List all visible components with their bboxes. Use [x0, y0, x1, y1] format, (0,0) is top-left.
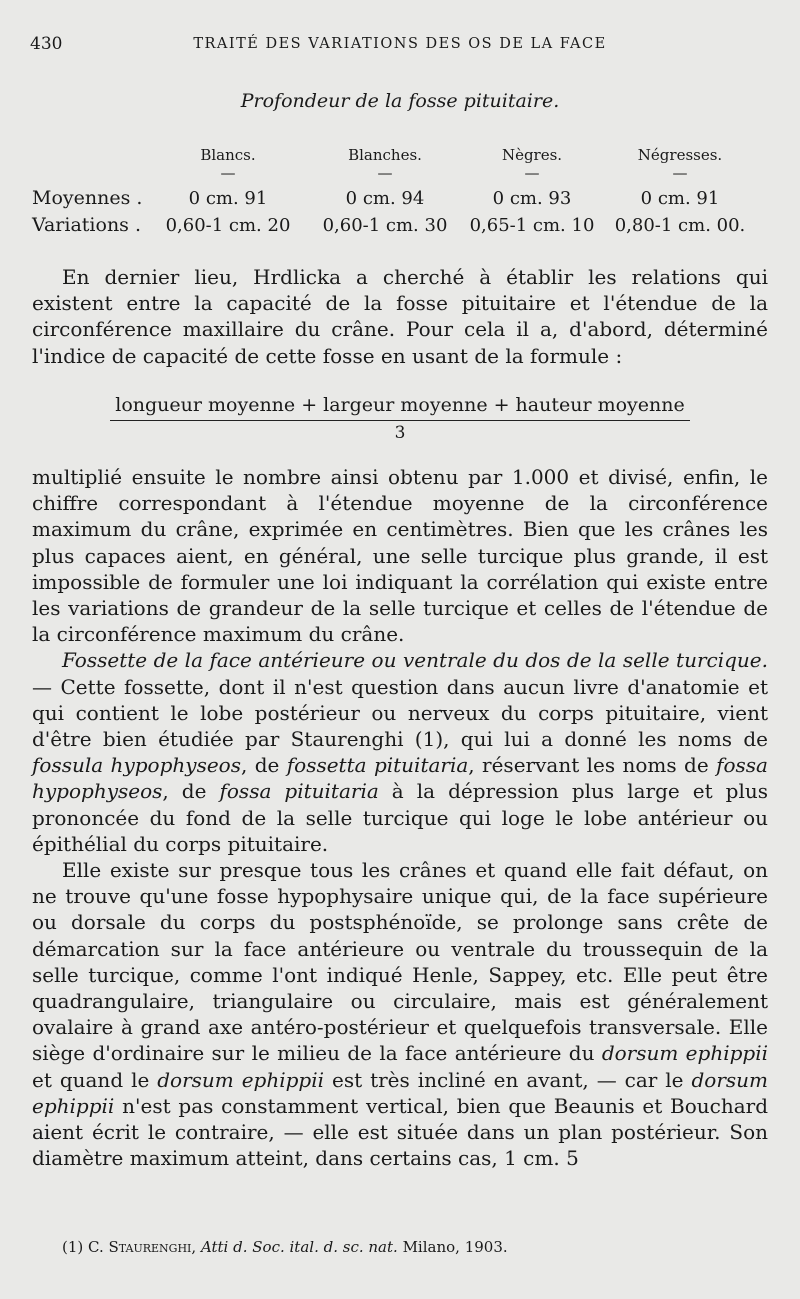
formula-denominator: 3 [394, 423, 406, 443]
table-title: Profondeur de la fosse pituitaire. [240, 90, 560, 112]
formula [110, 394, 690, 443]
table-cell: 0,65-1 cm. 10 [469, 215, 595, 236]
text-span: , réservant les noms de [468, 753, 717, 778]
footnote-journal: Atti d. Soc. ital. d. sc. nat. [200, 1238, 398, 1256]
paragraph-intro [32, 264, 768, 369]
text-span: et quand le [32, 1067, 158, 1092]
table-cell: 0 cm. 91 [640, 188, 720, 209]
text-span: , [191, 1238, 201, 1256]
row-label-moyennes: Moyennes . [32, 187, 143, 209]
latin-term: fossula hypophyseos [32, 753, 241, 778]
paragraph-text: En dernier lieu, Hrdlicka a cherché à établir les relations qui existent entre la capacité de la fosse pituitaire et l'étendue de la circonférence maxillaire du crâne. Pour cela il a, d'abord, déterminé l'indice de capacité de cette fosse en usant de la formule : [32, 265, 768, 368]
table-cell: 0,80-1 cm. 00. [614, 215, 746, 236]
text-span: est très incliné en avant, — car le [324, 1067, 692, 1092]
page-header [30, 34, 770, 58]
paragraph-text: multiplié ensuite le nombre ainsi obtenu par 1.000 et divisé, enfin, le chiffre correspondant à l'étendue moyenne de la circonférence maximum du crâne, exprimée en centimètres. Bien que les crânes les plus capaces aient, en général, une selle turcique plus grande, il est impossible de formuler une loi indiquant la corrélation qui existe entre les variations de grandeur de la selle turcique et celles de l'étendue de la circonférence maximum du crâne. [32, 465, 768, 647]
text-span: Elle existe sur presque tous les crânes et quand elle fait défaut, on ne trouve qu'une fosse hypophysaire unique qui, de la face supérieure ou dorsale du corps du postsphénoïde, se prolonge sans crête de démarcation sur la face antérieure ou ventrale du troussequin de la selle turcique, comme l'ont indiqué Henle, Sappey, etc. Elle peut être quadrangulaire, triangulaire ou circulaire, mais est généralement ovalaire à grand axe antéro-postérieur et quelquefois transversale. Elle siège d'ordinaire sur le milieu de la face antérieure du [32, 858, 768, 1066]
table-cell: 0,60-1 cm. 30 [322, 215, 448, 236]
table-cell: 0,60-1 cm. 20 [165, 215, 291, 236]
col-head-blancs: Blancs. [200, 146, 256, 164]
text-span: n'est pas constamment vertical, bien que Beaunis et Bouchard aient écrit le contraire, — elle est située dans un plan postérieur. Son diamètre maximum atteint, dans certains cas, 1 cm. 5 [32, 1093, 768, 1171]
latin-term: fossa hypophyseos [32, 753, 768, 804]
col-head-negresses: Négresses. [637, 146, 723, 164]
table-cell: 0 cm. 94 [345, 188, 425, 209]
text-span: , de [240, 753, 287, 778]
col-dash: — [672, 164, 688, 182]
text-span: à la dépression plus large et plus prononcée du fond de la selle turcique qui loge le lobe antérieur ou épithélial du corps pituitaire. [32, 779, 768, 856]
latin-term: dorsum ephippii [32, 1067, 768, 1118]
paragraph-body [32, 464, 768, 1171]
latin-term: fossa pituitaria [219, 779, 379, 804]
latin-term: fossetta pituitaria [286, 753, 469, 778]
col-head-blanches: Blanches. [348, 146, 422, 164]
latin-term: dorsum ephippii [601, 1041, 768, 1066]
footnote [62, 1238, 508, 1256]
text-span: , de [162, 779, 220, 804]
page-number: 430 [30, 34, 63, 54]
paragraph-fossette [32, 647, 768, 857]
footnote-marker: (1) C. [62, 1238, 109, 1256]
running-title: TRAITÉ DES VARIATIONS DES OS DE LA FACE [193, 36, 607, 52]
col-dash: — [524, 164, 540, 182]
latin-term: dorsum ephippii [157, 1067, 325, 1092]
footnote-author: Staurenghi [108, 1238, 192, 1256]
row-label-variations: Variations . [32, 214, 142, 236]
text-span: Milano, 1903. [397, 1238, 508, 1256]
col-head-negres: Nègres. [501, 146, 563, 164]
formula-numerator: longueur moyenne + largeur moyenne + hauteur moyenne [110, 394, 690, 421]
paragraph-description [32, 857, 768, 1171]
col-dash: — [377, 164, 393, 182]
table-cell: 0 cm. 91 [188, 188, 268, 209]
table-cell: 0 cm. 93 [492, 188, 572, 209]
text-span: — Cette fossette, dont il n'est question dans aucun livre d'anatomie et qui contient le lobe postérieur ou nerveux du corps pituitaire, vient d'être bien étudiée par Staurenghi (1), qui lui a donné les noms de [32, 674, 768, 752]
col-dash: — [220, 164, 236, 182]
section-heading: Fossette de la face antérieure ou ventrale du dos de la selle turcique. [62, 648, 768, 673]
